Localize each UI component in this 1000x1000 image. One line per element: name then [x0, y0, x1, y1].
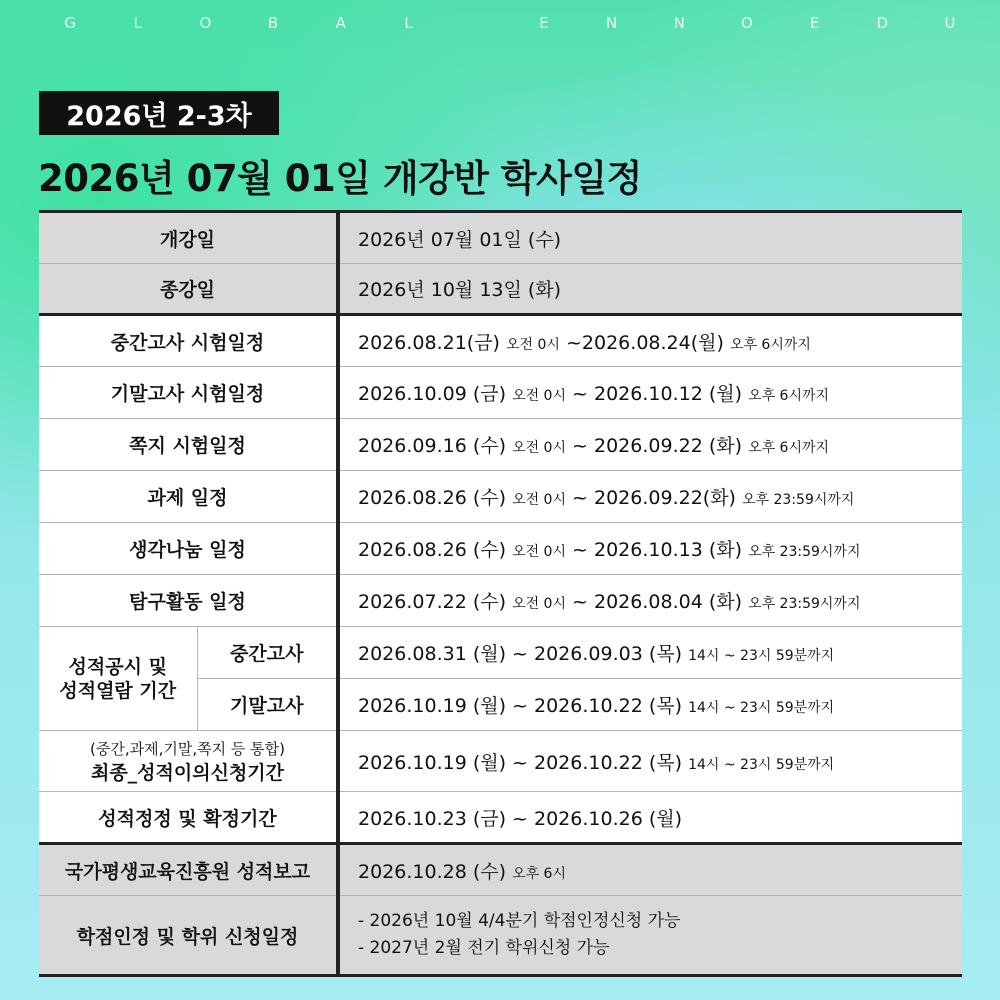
- brand-letter: A: [335, 14, 346, 32]
- date-start: 2026.08.26 (수): [358, 539, 507, 561]
- time-end: 오후 23:59시까지: [742, 492, 855, 508]
- row-label-grades-fin: 기말고사: [197, 679, 338, 731]
- brand-letter: L: [133, 14, 142, 32]
- row-value-confirm: 2026.10.23 (금) ~ 2026.10.26 (월): [338, 792, 962, 844]
- objection-label: 최종_성적이의신청기간: [90, 762, 285, 784]
- brand-letter: B: [267, 14, 279, 32]
- table-row: [39, 731, 962, 792]
- objection-note: (중간,과제,기말,쪽지 등 통합): [90, 740, 285, 758]
- table-row: [39, 523, 962, 575]
- row-value-report: [338, 844, 962, 896]
- date-start: 2026.08.26 (수): [358, 487, 507, 509]
- table-row: [39, 844, 962, 896]
- time-end: 오후 23:59시까지: [748, 596, 861, 612]
- table-row: [39, 627, 962, 679]
- time-end: 오후 6시까지: [748, 388, 830, 404]
- table-row: [39, 264, 962, 315]
- page-title: 2026년 07월 01일 개강반 학사일정: [38, 157, 642, 200]
- brand-watermark: [60, 14, 960, 32]
- row-label-end: 종강일: [39, 264, 338, 315]
- brand-letter: G: [64, 14, 76, 32]
- table-row: [39, 792, 962, 844]
- row-label-report: 국가평생교육진흥원 성적보고: [39, 844, 338, 896]
- row-label-start: 개강일: [39, 212, 338, 264]
- brand-letter: L: [404, 14, 413, 32]
- row-value-credit: [338, 896, 962, 976]
- date-end: ~ 2026.09.22 (화): [572, 435, 743, 457]
- table-row: [39, 212, 962, 264]
- table-row: [39, 367, 962, 419]
- table-row: [39, 471, 962, 523]
- row-label-grades: [39, 627, 197, 731]
- brand-letter: O: [199, 14, 212, 32]
- row-label-inquiry: 탐구활동 일정: [39, 575, 338, 627]
- row-label-credit: 학점인정 및 학위 신청일정: [39, 896, 338, 976]
- time-start: 오전 0시: [512, 492, 566, 508]
- credit-note: - 2027년 2월 전기 학위신청 가능: [358, 938, 610, 958]
- grades-label-line2: 성적열람 기간: [59, 679, 177, 702]
- table-row: [39, 315, 962, 367]
- row-label-grades-mid: 중간고사: [197, 627, 338, 679]
- time-range: 14시 ~ 23시 59분까지: [688, 700, 835, 716]
- row-value-grades-fin: [338, 679, 962, 731]
- date-start: 2026.09.16 (수): [358, 435, 507, 457]
- row-value-discussion: [338, 523, 962, 575]
- time-start: 오전 0시: [512, 544, 566, 560]
- table-row: [39, 575, 962, 627]
- date-start: 2026.10.09 (금): [358, 383, 507, 405]
- brand-letter: D: [876, 14, 889, 32]
- table-row: [39, 896, 962, 976]
- time-start: 오전 0시: [512, 440, 566, 456]
- date-start: 2026.07.22 (수): [358, 591, 507, 613]
- date-range: 2026.08.31 (월) ~ 2026.09.03 (목): [358, 643, 683, 665]
- time-end: 오후 6시까지: [729, 336, 811, 353]
- row-value-inquiry: [338, 575, 962, 627]
- brand-letter: N: [673, 14, 685, 32]
- date-range: 2026.10.19 (월) ~ 2026.10.22 (목): [358, 751, 683, 774]
- term-badge: 2026년 2-3차: [39, 91, 279, 135]
- credit-note: - 2026년 10월 4/4분기 학점인정신청 가능: [358, 911, 681, 931]
- time-start: 오전 0시: [506, 336, 560, 353]
- date-end: ~ 2026.08.04 (화): [572, 591, 743, 613]
- row-value-start: 2026년 07월 01일 (수): [338, 212, 962, 264]
- row-value-midterm: [338, 315, 962, 367]
- row-value-final: [338, 367, 962, 419]
- brand-letter: E: [809, 14, 820, 32]
- row-label-final: 기말고사 시험일정: [39, 367, 338, 419]
- row-value-objection: [338, 731, 962, 792]
- time: 오후 6시: [512, 865, 566, 882]
- row-label-quiz: 쪽지 시험일정: [39, 419, 338, 471]
- time-end: 오후 6시까지: [748, 440, 830, 456]
- row-label-midterm: 중간고사 시험일정: [39, 315, 338, 367]
- brand-letter: [466, 14, 486, 32]
- time-end: 오후 23:59시까지: [748, 544, 861, 560]
- date-end: ~2026.08.24(월): [566, 331, 724, 354]
- date-end: ~ 2026.10.13 (화): [572, 539, 743, 561]
- date: 2026.10.28 (수): [358, 860, 507, 883]
- time-start: 오전 0시: [512, 388, 566, 404]
- date-start: 2026.08.21(금): [358, 331, 500, 354]
- row-label-assignment: 과제 일정: [39, 471, 338, 523]
- time-start: 오전 0시: [512, 596, 566, 612]
- row-value-quiz: [338, 419, 962, 471]
- brand-letter: O: [740, 14, 753, 32]
- grades-label-line1: 성적공시 및: [68, 655, 167, 678]
- brand-letter: E: [539, 14, 549, 32]
- brand-letter: U: [944, 14, 956, 32]
- brand-letter: N: [605, 14, 618, 32]
- date-end: ~ 2026.10.12 (월): [572, 383, 743, 405]
- row-value-end: 2026년 10월 13일 (화): [338, 264, 962, 315]
- row-label-discussion: 생각나눔 일정: [39, 523, 338, 575]
- row-label-confirm: 성적정정 및 확정기간: [39, 792, 338, 844]
- date-range: 2026.10.19 (월) ~ 2026.10.22 (목): [358, 695, 683, 717]
- row-label-objection: [39, 731, 338, 792]
- table-row: [39, 419, 962, 471]
- schedule-table: [39, 210, 962, 977]
- time-range: 14시 ~ 23시 59분까지: [688, 648, 835, 664]
- row-value-assignment: [338, 471, 962, 523]
- row-value-grades-mid: [338, 627, 962, 679]
- time-range: 14시 ~ 23시 59분까지: [688, 756, 835, 773]
- date-end: ~ 2026.09.22(화): [572, 487, 736, 509]
